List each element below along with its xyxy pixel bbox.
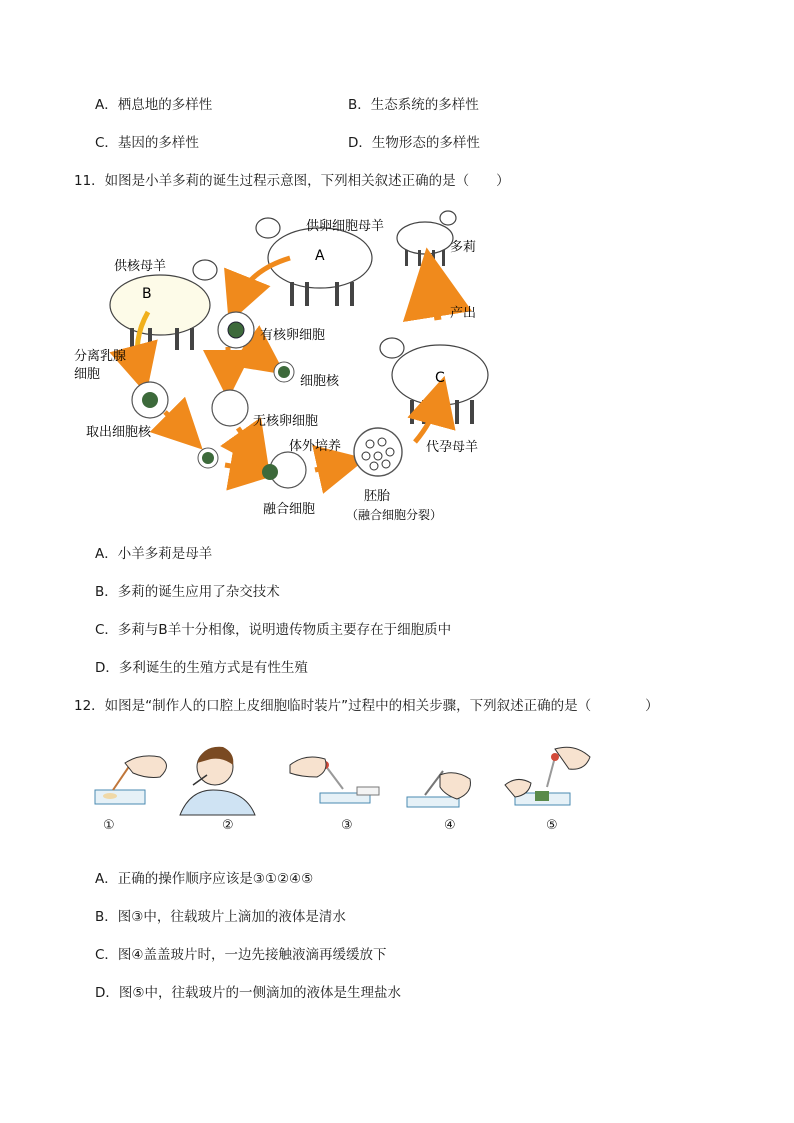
dolly-sheep-icon (397, 211, 456, 266)
slide-steps-svg (85, 735, 595, 840)
mammary-cell (132, 382, 168, 418)
q10-option-b: B．生态系统的多样性 (348, 97, 479, 113)
embryo-note: （融合细胞分裂） (346, 508, 443, 522)
surrogate-label: 代孕母羊 (426, 440, 479, 455)
nucleated-egg-label: 有核卵细胞 (260, 328, 326, 343)
step-2-number: ② (222, 818, 234, 833)
sheep-a-label: 供卵细胞母羊 (306, 219, 385, 234)
step-3-illustration (290, 757, 379, 803)
q12-option-a: A．正确的操作顺序应该是③①②④⑤ (95, 871, 314, 887)
q11-option-d: D．多利诞生的生殖方式是有性生殖 (95, 660, 308, 676)
step-4-illustration (407, 771, 470, 807)
fused-cell-label: 融合细胞 (263, 502, 316, 517)
dolly-label: 多莉 (450, 240, 477, 255)
output-label: 产出 (450, 306, 477, 321)
sheep-b-label: 供核母羊 (114, 259, 167, 274)
q10-option-a: A．栖息地的多样性 (95, 97, 213, 113)
nucleus-cell (274, 362, 294, 382)
embryo-cell (354, 428, 402, 476)
q11-option-a: A．小羊多莉是母羊 (95, 546, 213, 562)
embryo-label: 胚胎 (364, 489, 391, 504)
culture-label: 体外培养 (289, 439, 342, 454)
step-1-illustration (95, 756, 167, 804)
q11-option-c: C．多莉与B羊十分相像，说明遗传物质主要存在于细胞质中 (95, 622, 452, 638)
q12-option-d: D．图⑤中，往载玻片的一侧滴加的液体是生理盐水 (95, 985, 401, 1001)
step-5-illustration (505, 747, 590, 805)
step-2-illustration (180, 747, 255, 815)
slide-steps-illustration (85, 735, 595, 840)
cloning-illustration (70, 200, 510, 530)
q12-stem: 12．如图是“制作人的口腔上皮细胞临时装片”过程中的相关步骤，下列叙述正确的是（ ） (74, 698, 659, 714)
enucleated-egg-cell (212, 390, 248, 426)
step-5-number: ⑤ (546, 818, 558, 833)
q12-option-c: C．图④盖盖玻片时，一边先接触液滴再缓缓放下 (95, 947, 387, 963)
q11-stem: 11．如图是小羊多莉的诞生过程示意图，下列相关叙述正确的是（ ） (74, 173, 510, 189)
step-3-number: ③ (341, 818, 353, 833)
take-nucleus-label: 取出细胞核 (86, 425, 152, 440)
nucleated-egg-cell (218, 312, 254, 348)
nucleus-label: 细胞核 (300, 374, 340, 389)
dolly-cloning-diagram (70, 200, 510, 530)
extracted-nucleus (198, 448, 218, 468)
q10-option-d: D．生物形态的多样性 (348, 135, 480, 151)
fused-cell (262, 452, 306, 488)
q10-option-c: C．基因的多样性 (95, 135, 199, 151)
sheep-b-letter: B (142, 286, 152, 302)
enucleated-egg-label: 无核卵细胞 (253, 414, 319, 429)
step-4-number: ④ (444, 818, 456, 833)
sheep-c-letter: C (435, 370, 445, 386)
sheep-a-letter: A (315, 248, 325, 264)
separate-label-2: 细胞 (74, 367, 101, 382)
separate-label-1: 分离乳腺 (74, 349, 127, 364)
q12-option-b: B．图③中，往载玻片上滴加的液体是清水 (95, 909, 346, 925)
step-1-number: ① (103, 818, 115, 833)
q11-option-b: B．多莉的诞生应用了杂交技术 (95, 584, 280, 600)
